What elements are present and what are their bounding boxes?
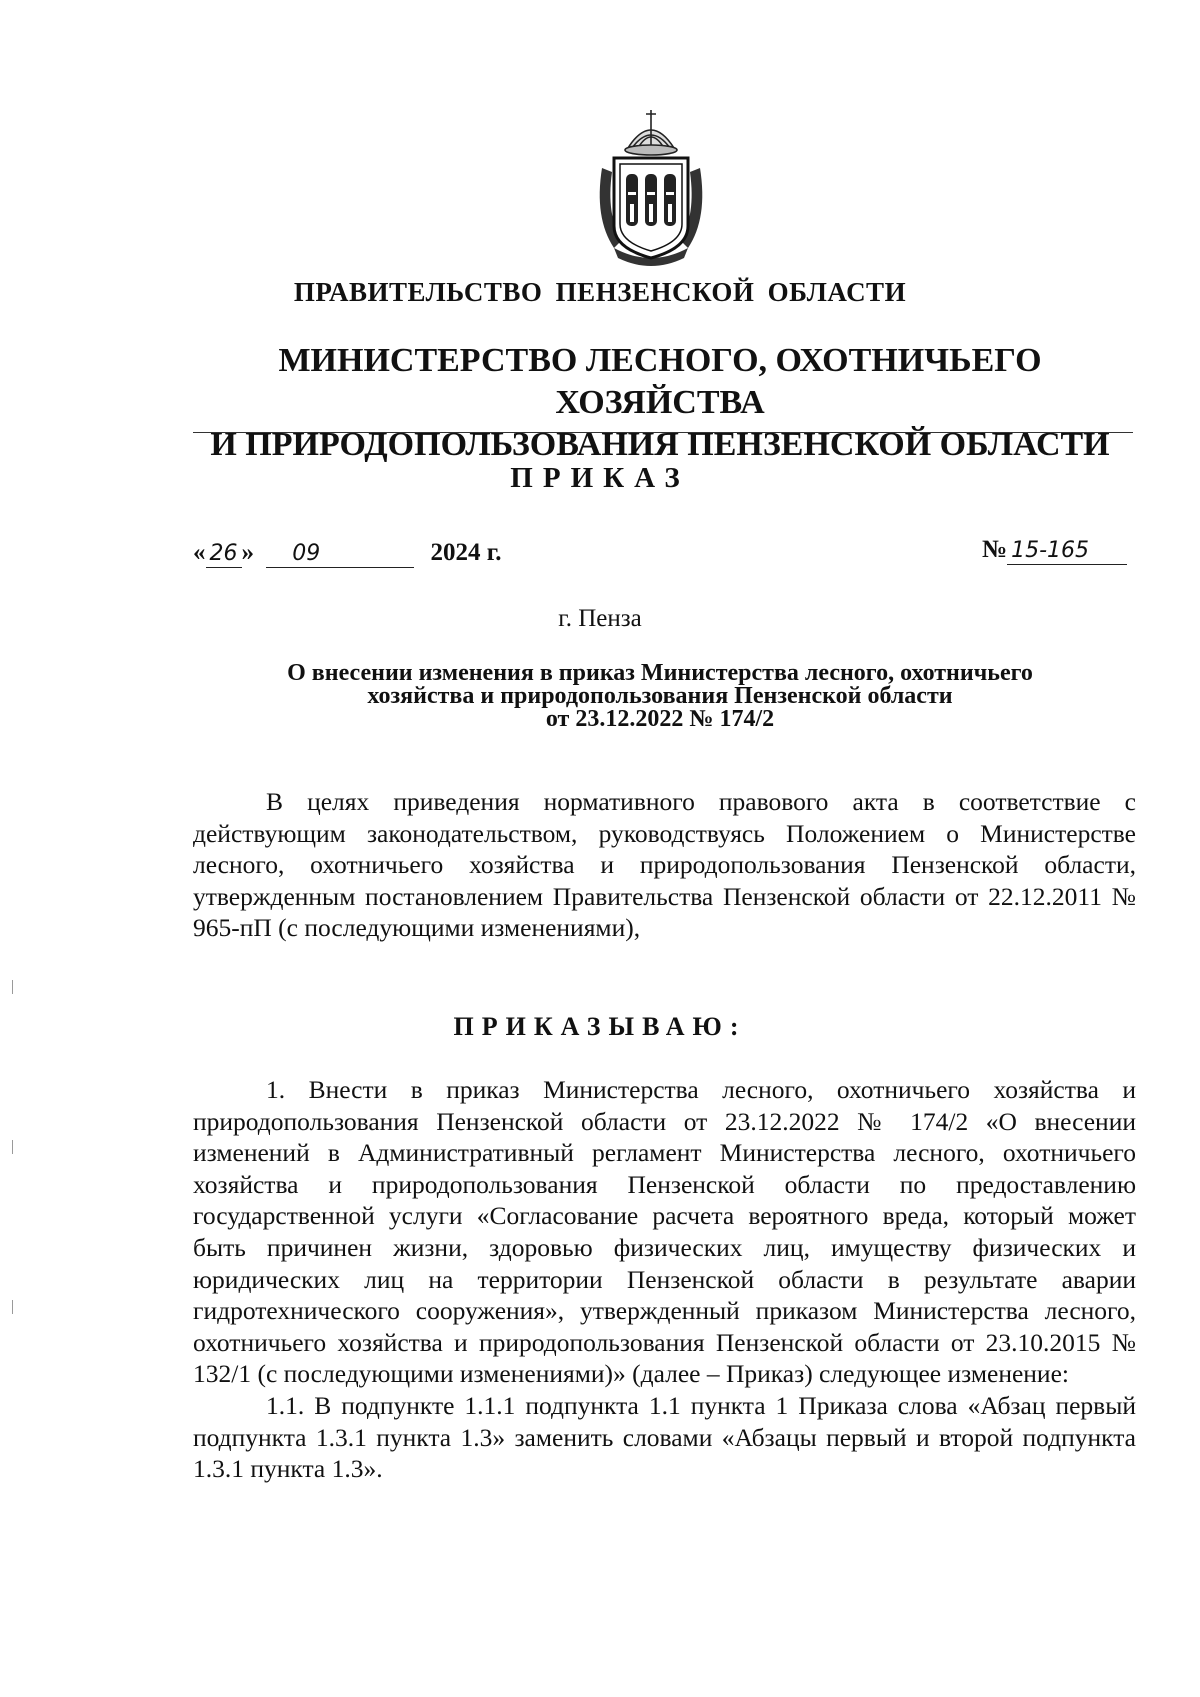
ministry-title-line-1: МИНИСТЕРСТВО ЛЕСНОГО, ОХОТНИЧЬЕГО ХОЗЯЙСТВА bbox=[278, 342, 1042, 421]
subject-line-1: О внесении изменения в приказ Министерства лесного, охотничьего bbox=[287, 660, 1033, 686]
preamble bbox=[193, 786, 1136, 944]
coat-of-arms-icon bbox=[592, 108, 710, 268]
order-items bbox=[193, 1074, 1136, 1485]
subject-line-2: хозяйства и природопользования Пензенской области bbox=[367, 683, 953, 709]
order-date bbox=[193, 539, 502, 568]
date-day: 26 bbox=[206, 541, 242, 568]
item-1: 1. Внести в приказ Министерства лесного, охотничьего хозяйства и природопользования Пензенской области от 23.12.2022 № 174/2 «О внесении изменений в Административный регламент Министерства лесного, охотничьего хозяйства и природопользования Пензенской области по предоставлению государственной услуги «Согласование расчета вероятного вреда, который может быть причинен жизни, здоровью физических лиц, имуществу физических и юридических лиц на территории Пензенской области в результате аварии гидротехнического сооружения», утвержденный приказом Министерства лесного, охотничьего хозяйства и природопользования Пензенской области от 23.10.2015 № 132/1 (с последующими изменениями)» (далее – Приказ) следующее изменение: bbox=[193, 1075, 1136, 1389]
date-year: 2024 г. bbox=[430, 539, 502, 566]
subject-line-3: от 23.12.2022 № 174/2 bbox=[545, 706, 775, 732]
quote-close: » bbox=[241, 539, 254, 566]
government-title: ПРАВИТЕЛЬСТВО ПЕНЗЕНСКОЙ ОБЛАСТИ bbox=[293, 277, 907, 307]
scan-mark bbox=[12, 980, 13, 994]
number-label: № bbox=[982, 536, 1008, 563]
quote-open: « bbox=[193, 539, 206, 566]
scan-mark bbox=[12, 1140, 13, 1154]
item-1-1: 1.1. В подпункте 1.1.1 подпункта 1.1 пункта 1 Приказа слова «Абзац первый подпункта 1.3.1 пункта 1.3» заменить словами «Абзацы первый и второй подпункта 1.3.1 пункта 1.3». bbox=[193, 1390, 1136, 1484]
scan-mark bbox=[12, 1300, 13, 1314]
ministry-title bbox=[170, 340, 1150, 466]
order-subject bbox=[170, 662, 1150, 731]
date-month: 09 bbox=[266, 541, 414, 568]
number-value: 15-165 bbox=[1007, 538, 1127, 565]
decree-word: ПРИКАЗЫВАЮ: bbox=[453, 1012, 747, 1041]
document-type: ПРИКАЗ bbox=[510, 462, 690, 494]
ministry-title-line-2: И ПРИРОДОПОЛЬЗОВАНИЯ ПЕНЗЕНСКОЙ ОБЛАСТИ bbox=[210, 426, 1110, 463]
city: г. Пенза bbox=[558, 605, 642, 632]
header-divider bbox=[193, 432, 1133, 433]
order-number bbox=[982, 536, 1127, 565]
preamble-paragraph: В целях приведения нормативного правового акта в соответствие с действующим законодательством, руководствуясь Положением о Министерстве лесного, охотничьего хозяйства и природопользования Пензенской области, утвержденным постановлением Правительства Пензенской области от 22.12.2011 № 965-пП (с последующими изменениями), bbox=[193, 787, 1136, 943]
